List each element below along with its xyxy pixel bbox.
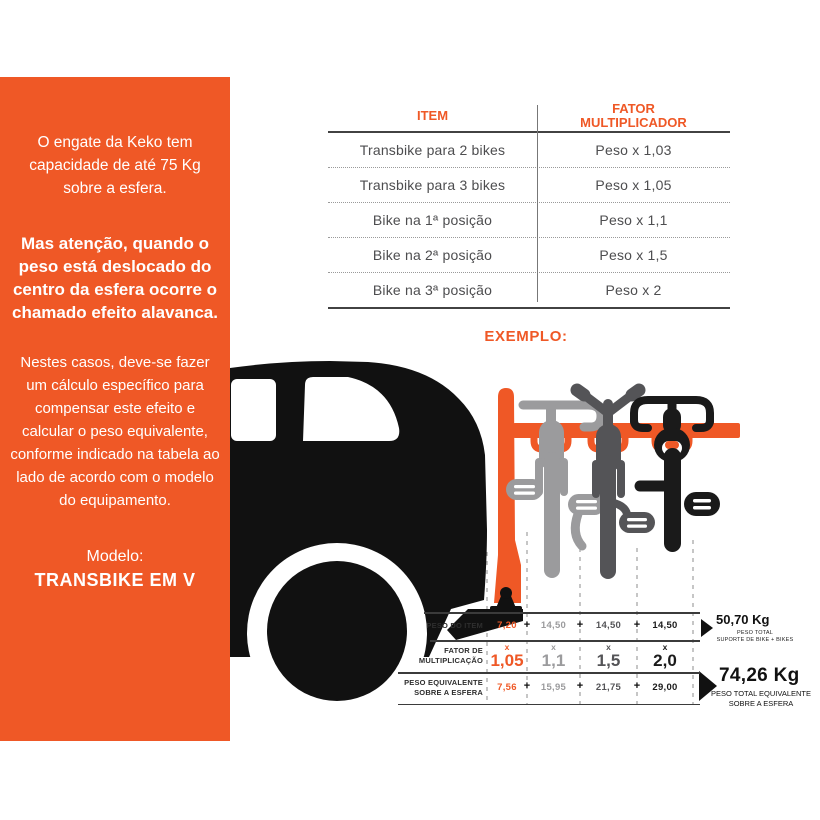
equiv-value: 29,00 (652, 682, 678, 693)
divider (398, 672, 700, 674)
plus-sign: + (633, 618, 641, 631)
sidebar-panel (0, 77, 230, 741)
row-label-fator (363, 646, 483, 665)
plus-sign: + (523, 618, 531, 631)
total-equivalent-caption (700, 689, 820, 708)
factor-cell: Peso x 1,5 (599, 247, 668, 263)
car-window-front (231, 379, 276, 441)
factor-block (583, 642, 635, 670)
row-label-line: SOBRE A ESFERA (414, 687, 483, 697)
table-row (328, 237, 730, 272)
row-label-peso: PESO DO ITEM (426, 621, 483, 630)
factor-cell: Peso x 2 (605, 282, 662, 298)
row-label-line: FATOR DE (444, 646, 483, 655)
peso-value: 14,50 (652, 620, 678, 631)
row-label-equivalente (363, 678, 483, 697)
model-label: Modelo: (86, 548, 144, 565)
factor-block (481, 642, 533, 670)
factor-value: 1,5 (596, 651, 621, 670)
equiv-value: 21,75 (595, 682, 622, 693)
sidebar-paragraph-warning: Mas atenção, quando o peso está deslocado do centro da esfera ocorre o chamado efeito alavanca. (12, 234, 218, 322)
factor-table (328, 100, 730, 309)
total-weight-caption (700, 630, 810, 644)
item-cell: Bike na 2ª posição (372, 247, 493, 263)
caption-line: PESO TOTAL EQUIVALENTE (710, 689, 812, 698)
model-name: TRANSBIKE EM V (34, 570, 196, 590)
table-row (328, 202, 730, 237)
caption-line: SOBRE A ESFERA (728, 698, 794, 708)
item-cell: Transbike para 3 bikes (359, 177, 506, 193)
factor-block (528, 642, 580, 670)
times-sign: x (504, 642, 510, 652)
factor-block (639, 642, 691, 670)
factor-cell: Peso x 1,1 (599, 212, 668, 228)
plus-sign: + (576, 680, 584, 692)
example-calc-table (398, 612, 700, 705)
peso-value: 14,50 (540, 620, 567, 631)
plus-sign: + (576, 618, 584, 631)
row-label-line: PESO EQUIVALENTE (404, 678, 483, 687)
times-sign: x (606, 642, 611, 652)
item-cell: Bike na 3ª posição (372, 282, 493, 298)
factor-value: 2,0 (653, 651, 677, 670)
sidebar-paragraph-capacity: O engate da Keko tem capacidade de até 75 Kg sobre a esfera. (29, 134, 201, 197)
equiv-value: 7,56 (497, 682, 517, 693)
plus-sign: + (523, 680, 531, 692)
example-title: EXEMPLO: (484, 328, 568, 345)
row-label-line: MULTIPLICAÇÃO (418, 655, 483, 665)
total-equivalent-value: 74,26 Kg (719, 665, 800, 686)
equiv-value: 15,95 (540, 682, 567, 693)
peso-value: 7,20 (497, 620, 517, 631)
table-row (328, 167, 730, 202)
column-divider (537, 105, 538, 302)
peso-value: 14,50 (595, 620, 622, 631)
divider (398, 704, 700, 706)
header-factor: FATOR MULTIPLICADOR (580, 100, 687, 130)
total-weight-value: 50,70 Kg (716, 612, 770, 627)
item-cell: Bike na 1ª posição (372, 212, 493, 228)
item-cell: Transbike para 2 bikes (359, 142, 506, 158)
plus-sign: + (633, 680, 641, 692)
factor-value: 1,05 (490, 651, 524, 670)
table-row (328, 133, 730, 167)
factor-cell: Peso x 1,03 (595, 142, 672, 158)
table-row (328, 272, 730, 307)
header-item: ITEM (416, 107, 449, 123)
factor-table-header (328, 100, 730, 133)
factor-value: 1,1 (541, 651, 566, 670)
sidebar-paragraph-calculation: Nestes casos, deve-se fazer um cálculo específico para compensar este efeito e calcular o peso equivalente, conforme indicado na tabela ao lado de acordo com o modelo do equipamento. (10, 354, 220, 509)
divider (424, 612, 700, 614)
caption-line: PESO TOTAL (737, 630, 773, 636)
factor-cell: Peso x 1,05 (595, 177, 672, 193)
times-sign: x (662, 642, 668, 652)
caption-line: SUPORTE DE BIKE + BIKES (716, 637, 794, 643)
times-sign: x (551, 642, 556, 652)
